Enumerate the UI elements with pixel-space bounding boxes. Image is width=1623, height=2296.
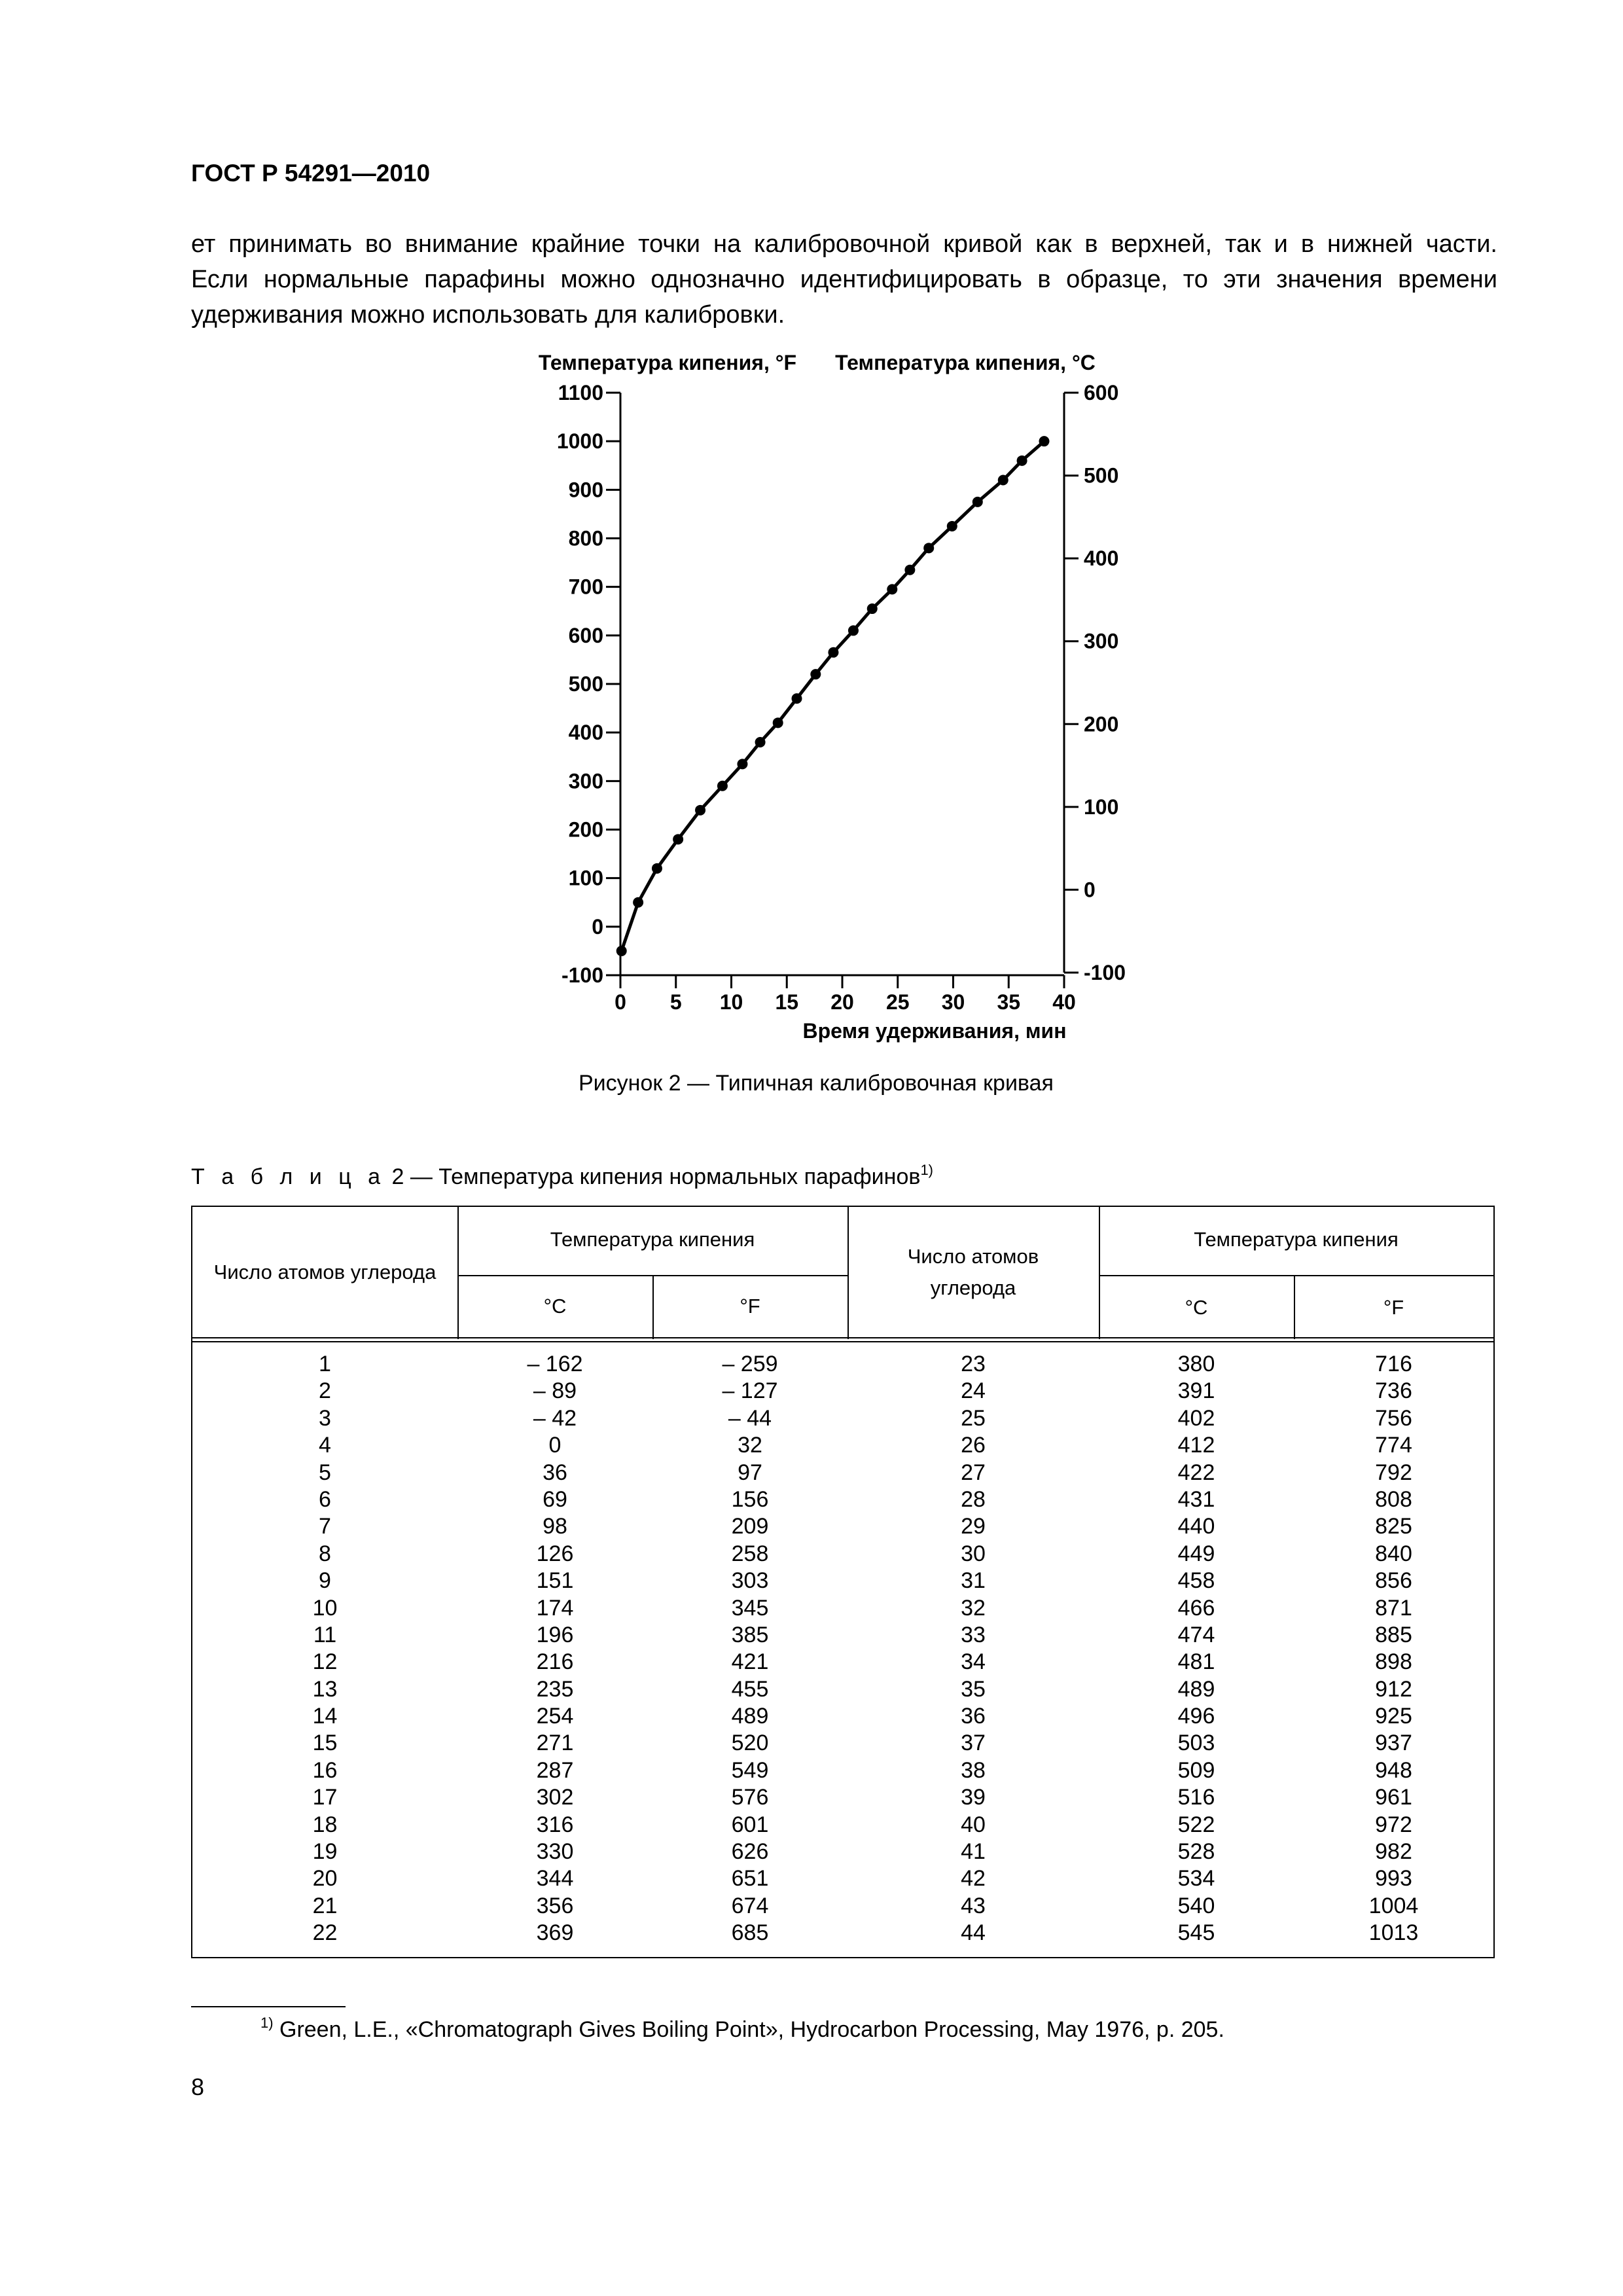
- right-y-tick-label: 600: [1084, 381, 1119, 404]
- header-carbon-atoms: углерода: [930, 1276, 1016, 1299]
- data-point: [923, 543, 934, 553]
- table-cell: 466: [1177, 1595, 1215, 1621]
- footnote-text: Green, L.E., «Chromatograph Gives Boiling Point», Hydrocarbon Processing, May 1976, p. 205.: [273, 2017, 1224, 2042]
- table-cell: 549: [731, 1757, 769, 1783]
- table-cell: 972: [1375, 1812, 1412, 1837]
- table-cell: 12: [312, 1649, 338, 1675]
- data-point: [616, 946, 627, 956]
- header-boiling-point: Температура кипения: [1194, 1228, 1399, 1251]
- table-cell: 3: [319, 1405, 331, 1431]
- left-y-tick-label: 0: [592, 914, 603, 939]
- table-cell: 431: [1177, 1486, 1215, 1512]
- data-point: [652, 863, 662, 874]
- right-y-tick-label: 300: [1084, 629, 1119, 653]
- table-cell: 287: [536, 1757, 574, 1783]
- table-cell: 69: [543, 1486, 567, 1512]
- table-cell: 522: [1177, 1812, 1215, 1837]
- table-cell: 545: [1177, 1920, 1215, 1946]
- x-tick-label: 20: [830, 990, 854, 1014]
- table-cell: 503: [1177, 1731, 1215, 1756]
- right-y-tick-label: 100: [1084, 795, 1119, 819]
- table-cell: 30: [961, 1541, 986, 1566]
- table-cell: 29: [961, 1514, 986, 1539]
- data-point: [1017, 456, 1027, 466]
- table-cell: 9: [319, 1568, 331, 1594]
- table-cell: 685: [731, 1920, 769, 1946]
- table-cell: 449: [1177, 1541, 1215, 1566]
- page-number: 8: [191, 2073, 205, 2100]
- table-cell: 356: [536, 1893, 574, 1918]
- table-cell: 20: [312, 1866, 338, 1892]
- table-cell: 455: [731, 1676, 769, 1702]
- data-point: [867, 603, 878, 614]
- table-cell: 303: [731, 1568, 769, 1594]
- table-cell: 15: [312, 1731, 338, 1756]
- column-fahrenheit: [1294, 1351, 1493, 1947]
- table-cell: 576: [731, 1785, 769, 1810]
- table-cell: 385: [731, 1622, 769, 1647]
- table-cell: – 44: [728, 1405, 772, 1431]
- table-divider: [457, 1275, 847, 1276]
- data-point: [904, 565, 915, 575]
- table-cell: 235: [536, 1676, 574, 1702]
- table-cell: 520: [731, 1731, 769, 1756]
- table-cell: 330: [536, 1839, 574, 1865]
- data-point: [755, 737, 766, 747]
- table-cell: 271: [536, 1731, 574, 1756]
- table-cell: 481: [1177, 1649, 1215, 1675]
- left-y-tick-label: 900: [568, 478, 603, 502]
- left-y-tick-label: 100: [568, 866, 603, 890]
- table-cell: 825: [1375, 1514, 1412, 1539]
- footnote: [260, 2015, 1224, 2043]
- right-y-tick-label: 0: [1084, 878, 1096, 902]
- table-cell: 156: [731, 1486, 769, 1512]
- left-y-tick-label: 1100: [558, 381, 603, 404]
- table-cell: 871: [1375, 1595, 1412, 1621]
- column-celsius: [1099, 1351, 1294, 1947]
- table-cell: 10: [312, 1595, 338, 1621]
- table-cell: 489: [731, 1704, 769, 1729]
- table-cell: 509: [1177, 1757, 1215, 1783]
- table-cell: 209: [731, 1514, 769, 1539]
- table-cell: 380: [1177, 1352, 1215, 1376]
- left-y-tick-label: 400: [568, 721, 603, 745]
- table-cell: 39: [961, 1785, 986, 1810]
- table-cell: 23: [961, 1352, 986, 1376]
- table-cell: 151: [536, 1568, 574, 1594]
- right-y-tick-label: 400: [1084, 547, 1119, 571]
- column-fahrenheit: [652, 1351, 847, 1947]
- table-cell: 34: [961, 1649, 986, 1675]
- header-fahrenheit: °F: [1383, 1296, 1404, 1319]
- table-cell: 14: [312, 1704, 338, 1729]
- table-cell: 412: [1177, 1433, 1215, 1458]
- data-point: [773, 717, 783, 728]
- table-cell: 98: [543, 1514, 567, 1539]
- table-cell: 626: [731, 1839, 769, 1865]
- table-cell: 4: [319, 1433, 331, 1458]
- x-tick-label: 15: [775, 990, 799, 1014]
- left-y-tick-label: 200: [568, 817, 603, 842]
- paragraph-line: удерживания можно использовать для калибровки.: [191, 301, 785, 329]
- table-cell: 534: [1177, 1866, 1215, 1892]
- table-cell: – 127: [722, 1378, 778, 1404]
- paragraph-line: Если нормальные парафины можно однозначно идентифицировать в образце, то эти значения времени: [191, 266, 1497, 293]
- table-cell: 937: [1375, 1731, 1412, 1756]
- table-cell: 13: [312, 1676, 338, 1702]
- data-point: [887, 584, 897, 594]
- table-cell: 44: [961, 1920, 986, 1946]
- table-cell: 993: [1375, 1866, 1412, 1892]
- table-cell: 32: [738, 1433, 762, 1458]
- table-cell: 43: [961, 1893, 986, 1918]
- table-cell: 7: [319, 1514, 331, 1539]
- table-cell: 391: [1177, 1378, 1215, 1404]
- table-cell: 422: [1177, 1460, 1215, 1485]
- left-y-tick-label: 600: [568, 623, 603, 647]
- table-cell: 674: [731, 1893, 769, 1918]
- table-cell: 174: [536, 1595, 574, 1621]
- table-cell: 948: [1375, 1757, 1412, 1783]
- table-cell: 254: [536, 1704, 574, 1729]
- table-cell: 38: [961, 1757, 986, 1783]
- table-cell: 37: [961, 1731, 986, 1756]
- header-celsius: °C: [543, 1295, 567, 1318]
- table-cell: 97: [738, 1460, 762, 1485]
- table-cell: 474: [1177, 1622, 1215, 1647]
- table-cell: 126: [536, 1541, 574, 1566]
- table-cell: 216: [536, 1649, 574, 1675]
- left-y-tick-label: 700: [568, 575, 603, 599]
- table-cell: 736: [1375, 1378, 1412, 1404]
- data-point: [633, 897, 643, 908]
- header-fahrenheit: °F: [740, 1295, 760, 1318]
- table-cell: 345: [731, 1595, 769, 1621]
- table-cell: 41: [961, 1839, 986, 1865]
- table-cell: 316: [536, 1812, 574, 1837]
- table-cell: 36: [961, 1704, 986, 1729]
- table-cell: 258: [731, 1541, 769, 1566]
- x-tick-label: 25: [885, 990, 910, 1014]
- table-cell: 421: [731, 1649, 769, 1675]
- data-point: [737, 759, 747, 769]
- table-cell: 26: [961, 1433, 986, 1458]
- table-cell: 32: [961, 1595, 986, 1621]
- column-carbon-atoms: [847, 1351, 1099, 1947]
- table-cell: 196: [536, 1622, 574, 1647]
- data-point: [673, 834, 683, 844]
- header-boiling-point: Температура кипения: [550, 1228, 755, 1251]
- x-tick-label: 40: [1052, 990, 1076, 1014]
- table-cell: 528: [1177, 1839, 1215, 1865]
- table-cell: 40: [961, 1812, 986, 1837]
- right-y-tick-label: 500: [1084, 463, 1119, 488]
- column-carbon-atoms: [192, 1351, 457, 1947]
- table-cell: 344: [536, 1866, 574, 1892]
- table-cell: 27: [961, 1460, 986, 1485]
- left-y-tick-label: 500: [568, 672, 603, 696]
- table-cell: 28: [961, 1486, 986, 1512]
- data-point: [810, 669, 821, 679]
- x-tick-label: 35: [997, 990, 1021, 1014]
- table-divider: [1099, 1275, 1493, 1276]
- table-title-prefix: Т а б л и ц а: [191, 1164, 386, 1189]
- right-y-tick-label: 200: [1084, 712, 1119, 736]
- table-cell: 2: [319, 1378, 331, 1404]
- table-divider: [192, 1341, 1493, 1342]
- table-cell: 17: [312, 1785, 338, 1810]
- table-cell: 1013: [1368, 1920, 1419, 1946]
- table-cell: 21: [312, 1893, 338, 1918]
- header-carbon-atoms: Число атомов: [907, 1245, 1039, 1268]
- table-cell: 792: [1375, 1460, 1412, 1485]
- data-point: [717, 781, 728, 791]
- table-cell: 540: [1177, 1893, 1215, 1918]
- table-cell: – 89: [533, 1378, 577, 1404]
- table-cell: 22: [312, 1920, 338, 1946]
- table-cell: 18: [312, 1812, 338, 1837]
- header-carbon-atoms: Число атомов углерода: [213, 1261, 437, 1283]
- x-tick-label: 10: [719, 990, 743, 1014]
- table-divider: [192, 1337, 1493, 1338]
- left-y-tick-label: -100: [561, 963, 603, 987]
- table-cell: 774: [1375, 1433, 1412, 1458]
- right-y-axis-title: Температура кипения, °C: [835, 351, 1096, 374]
- table-cell: 912: [1375, 1676, 1412, 1702]
- table-cell: 35: [961, 1676, 986, 1702]
- table-cell: 8: [319, 1541, 331, 1566]
- table-cell: 440: [1177, 1514, 1215, 1539]
- table-cell: 925: [1375, 1704, 1412, 1729]
- table-cell: – 162: [527, 1352, 583, 1376]
- data-point: [972, 497, 983, 507]
- table-cell: 302: [536, 1785, 574, 1810]
- table-cell: 716: [1375, 1352, 1412, 1376]
- table-cell: 16: [312, 1757, 338, 1783]
- table-cell: 516: [1177, 1785, 1215, 1810]
- header-celsius: °C: [1185, 1296, 1208, 1319]
- table-cell: 489: [1177, 1676, 1215, 1702]
- footnote-mark: 1): [260, 2015, 274, 2031]
- x-tick-label: 30: [941, 990, 965, 1014]
- table-cell: 898: [1375, 1649, 1412, 1675]
- table-cell: 601: [731, 1812, 769, 1837]
- table-cell: 5: [319, 1460, 331, 1485]
- document-header: ГОСТ Р 54291—2010: [191, 160, 431, 187]
- table-cell: 24: [961, 1378, 986, 1404]
- table-cell: – 259: [722, 1352, 778, 1376]
- table-cell: 1004: [1368, 1893, 1419, 1918]
- table-title: [191, 1162, 933, 1190]
- left-y-tick-label: 1000: [556, 429, 603, 454]
- left-y-tick-label: 300: [568, 769, 603, 793]
- column-celsius: [457, 1351, 652, 1947]
- left-y-axis-title: Температура кипения, °F: [538, 351, 797, 374]
- data-point: [695, 805, 705, 816]
- data-point: [792, 693, 802, 704]
- table-cell: 33: [961, 1622, 986, 1647]
- table-cell: 42: [961, 1866, 986, 1892]
- figure-caption: Рисунок 2 — Типичная калибровочная кривая: [579, 1071, 1054, 1096]
- table-cell: 756: [1375, 1405, 1412, 1431]
- table-cell: 961: [1375, 1785, 1412, 1810]
- x-tick-label: 0: [615, 990, 626, 1014]
- table-title-footnote-mark: 1): [920, 1162, 933, 1178]
- calibration-curve-chart: [0, 0, 1623, 1113]
- data-point: [1039, 436, 1049, 446]
- table-cell: 856: [1375, 1568, 1412, 1594]
- table-cell: 31: [961, 1568, 986, 1594]
- footnote-separator: [191, 2006, 346, 2007]
- x-axis-title: Время удерживания, мин: [802, 1019, 1067, 1043]
- table-cell: 885: [1375, 1622, 1412, 1647]
- calibration-curve-line: [622, 441, 1044, 951]
- table-cell: 651: [731, 1866, 769, 1892]
- table-cell: 36: [543, 1460, 567, 1485]
- paragraph-line: ет принимать во внимание крайние точки на калибровочной кривой как в верхней, так и в нижней части.: [191, 230, 1497, 258]
- table-cell: 1: [319, 1352, 331, 1376]
- left-y-tick-label: 800: [568, 526, 603, 550]
- table-cell: 25: [961, 1405, 986, 1431]
- table-cell: 982: [1375, 1839, 1412, 1865]
- data-point: [947, 521, 957, 531]
- table-cell: 458: [1177, 1568, 1215, 1594]
- boiling-point-table: [191, 1206, 1495, 1958]
- table-cell: 808: [1375, 1486, 1412, 1512]
- data-point: [998, 475, 1008, 486]
- data-point: [848, 625, 859, 636]
- table-cell: 6: [319, 1486, 331, 1512]
- table-cell: 496: [1177, 1704, 1215, 1729]
- table-cell: 840: [1375, 1541, 1412, 1566]
- table-cell: 0: [548, 1433, 562, 1458]
- data-point: [828, 647, 838, 658]
- x-tick-label: 5: [669, 990, 682, 1014]
- table-cell: 11: [313, 1622, 337, 1647]
- table-title-text: 2 — Температура кипения нормальных парафинов: [385, 1164, 921, 1189]
- table-cell: – 42: [533, 1405, 577, 1431]
- table-cell: 19: [312, 1839, 338, 1865]
- table-cell: 369: [536, 1920, 574, 1946]
- right-y-tick-label: -100: [1084, 961, 1126, 984]
- table-cell: 402: [1177, 1405, 1215, 1431]
